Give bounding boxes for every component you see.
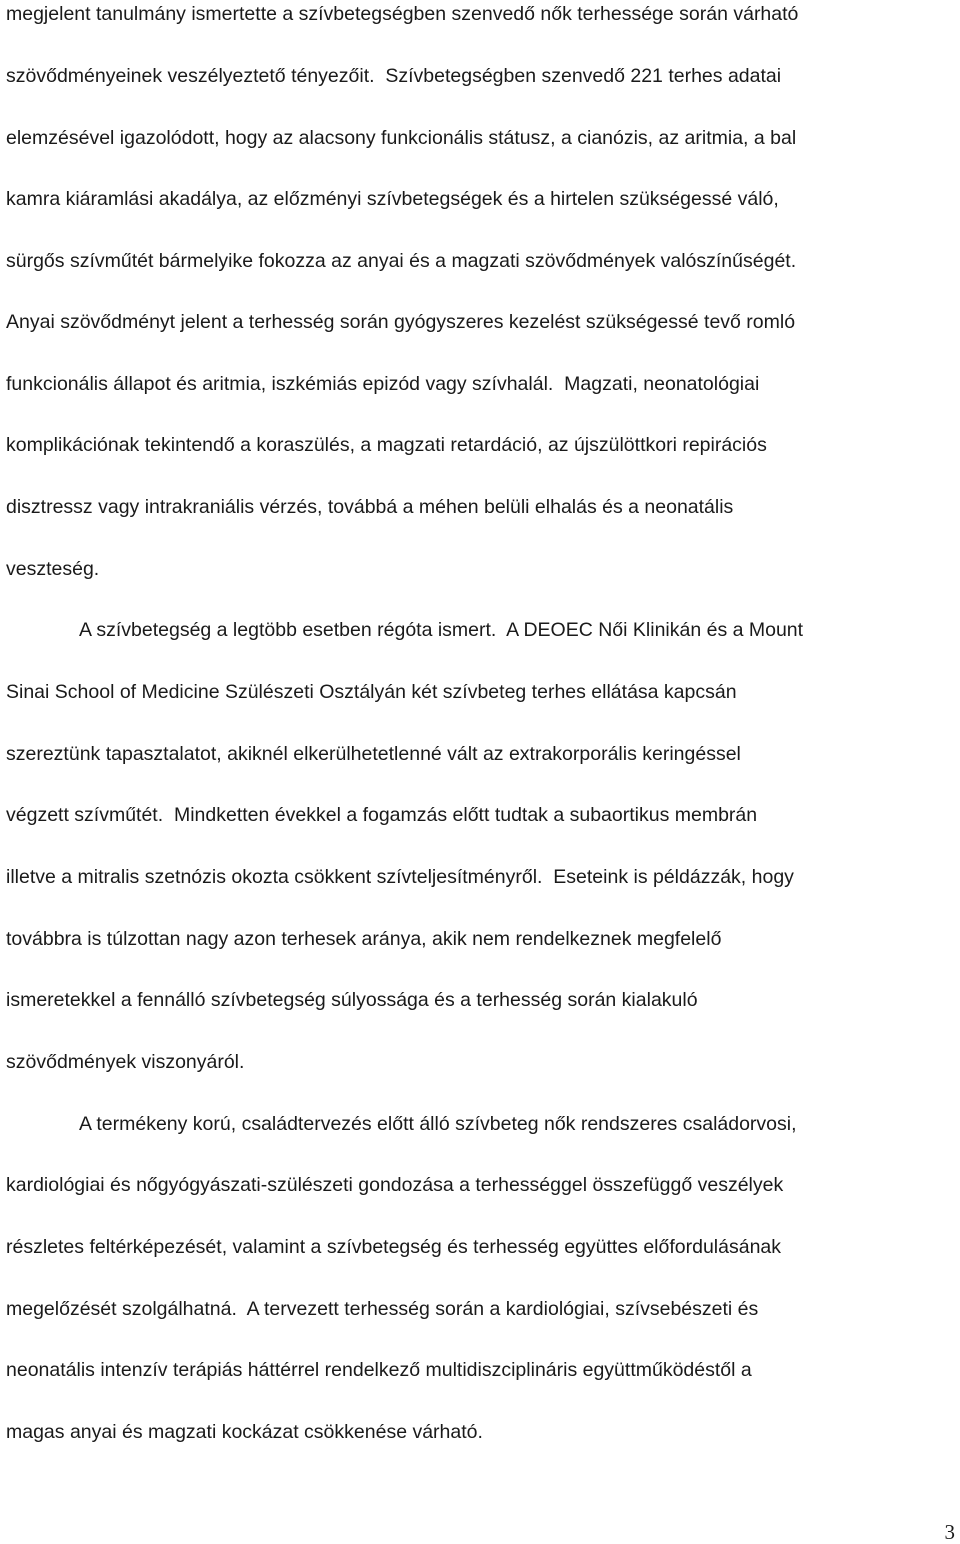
text-line: neonatális intenzív terápiás háttérrel rendelkező multidiszciplináris együttműködéstől a [6, 1359, 752, 1381]
text-line: ismeretekkel a fennálló szívbetegség súlyossága és a terhesség során kialakuló [6, 989, 698, 1011]
text-line: kamra kiáramlási akadálya, az előzményi szívbetegségek és a hirtelen szükségessé váló, [6, 188, 779, 210]
text-line: elemzésével igazolódott, hogy az alacsony funkcionális státusz, a cianózis, az aritmia, a bal [6, 127, 797, 149]
text-line: Anyai szövődményt jelent a terhesség során gyógyszeres kezelést szükségessé tevő romló [6, 311, 796, 333]
paragraph-first-line: A termékeny korú, családtervezés előtt álló szívbeteg nők rendszeres családorvosi, [79, 1113, 797, 1135]
page-number: 3 [944, 1520, 955, 1544]
text-line: megelőzését szolgálhatná. A tervezett terhesség során a kardiológiai, szívsebészeti és [6, 1298, 759, 1320]
text-line: Sinai School of Medicine Szülészeti Osztályán két szívbeteg terhes ellátása kapcsán [6, 681, 737, 703]
paragraph-first-line: A szívbetegség a legtöbb esetben régóta ismert. A DEOEC Női Klinikán és a Mount [79, 619, 804, 641]
text-line: kardiológiai és nőgyógyászati-szülészeti gondozása a terhességgel összefüggő veszélyek [6, 1174, 784, 1196]
text-line: szövődményeinek veszélyeztető tényezőit. Szívbetegségben szenvedő 221 terhes adatai [6, 65, 782, 87]
text-line: részletes feltérképezését, valamint a szívbetegség és terhesség együttes előfordulásának [6, 1236, 782, 1258]
text-line: magas anyai és magzati kockázat csökkenése várható. [6, 1421, 483, 1443]
text-line: disztressz vagy intrakraniális vérzés, továbbá a méhen belüli elhalás és a neonatális [6, 496, 734, 518]
text-line: komplikációnak tekintendő a koraszülés, a magzati retardáció, az újszülöttkori repirációs [6, 434, 767, 456]
text-line: végzett szívműtét. Mindketten évekkel a fogamzás előtt tudtak a subaortikus membrán [6, 804, 758, 826]
text-line: funkcionális állapot és aritmia, iszkémiás epizód vagy szívhalál. Magzati, neonatológiai [6, 373, 760, 395]
text-line: illetve a mitralis szetnózis okozta csökkent szívteljesítményről. Eseteink is példázzák, hogy [6, 866, 794, 888]
text-line: sürgős szívműtét bármelyike fokozza az anyai és a magzati szövődmények valószínűségét. [6, 250, 797, 272]
text-line: szereztünk tapasztalatot, akiknél elkerülhetetlenné vált az extrakorporális keringéssel [6, 743, 741, 765]
text-line: szövődmények viszonyáról. [6, 1051, 245, 1073]
text-line: veszteség. [6, 558, 100, 580]
text-line: megjelent tanulmány ismertette a szívbetegségben szenvedő nők terhessége során várható [6, 3, 799, 25]
text-line: továbbra is túlzottan nagy azon terhesek aránya, akik nem rendelkeznek megfelelő [6, 928, 722, 950]
